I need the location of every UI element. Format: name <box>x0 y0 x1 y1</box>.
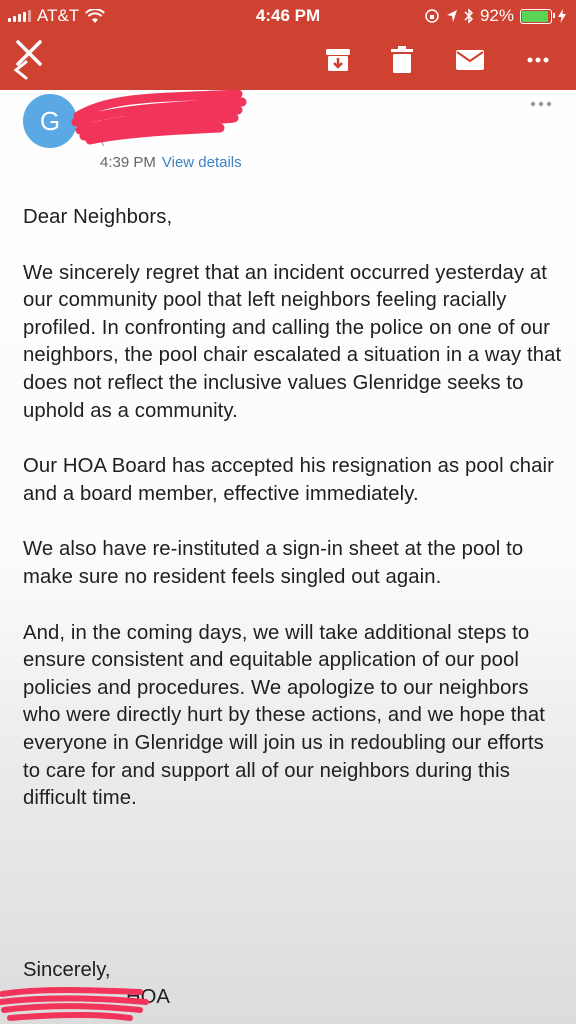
sender-address: ( <box>100 130 105 146</box>
signoff: Sincerely, <box>23 959 111 981</box>
charging-bolt-icon <box>558 9 566 23</box>
signature: HOA <box>126 986 170 1008</box>
bluetooth-icon <box>464 8 474 24</box>
redaction-scribble <box>70 86 250 148</box>
location-icon <box>446 9 458 23</box>
orientation-lock-icon <box>424 8 440 24</box>
message-body <box>23 204 563 841</box>
archive-button[interactable] <box>318 42 358 78</box>
carrier-label: AT&T <box>37 6 80 25</box>
avatar: G <box>23 94 77 148</box>
paragraph: Our HOA Board has accepted his resignation as pool chair and a board member, effective immediately. <box>23 455 554 505</box>
status-right-group <box>424 6 566 26</box>
close-back-icon <box>12 40 48 80</box>
battery-icon <box>520 9 552 24</box>
message-more-icon[interactable] <box>530 100 552 108</box>
back-button[interactable] <box>10 42 50 78</box>
paragraph: And, in the coming days, we will take additional steps to ensure consistent and equitable application of our pool policies and procedures. We apologize to our neighbors who were directly hurt by these actions, and we hope that everyone in Glenridge will join us in redoubling our efforts to care for and support all of our neighbors during this difficult time. <box>23 621 546 810</box>
more-icon <box>526 56 550 64</box>
sent-time-line <box>100 154 242 171</box>
trash-icon <box>390 45 414 75</box>
signature-redaction-scribble <box>0 980 150 1024</box>
paragraph: We sincerely regret that an incident occurred yesterday at our community pool that left neighbors feeling racially profiled. In confronting and calling the police on one of our neighbors, the pool chair escalated a situation in a way that does not reflect the inclusive values Glenridge seeks to uphold as a community. <box>23 261 562 422</box>
sent-time: 4:39 PM <box>100 154 156 171</box>
battery-percent: 92% <box>479 6 514 25</box>
archive-icon <box>324 46 352 74</box>
status-bar <box>0 0 576 32</box>
mail-icon <box>455 48 485 72</box>
paragraph: We also have re-instituted a sign-in sheet at the pool to make sure no resident feels singled out again. <box>23 538 524 588</box>
more-options-button[interactable] <box>518 42 558 78</box>
clock: 4:46 PM <box>255 6 321 25</box>
salutation: Dear Neighbors, <box>23 206 173 228</box>
email-toolbar <box>0 32 576 90</box>
sender-name: HOA <box>196 96 231 113</box>
mark-unread-button[interactable] <box>450 42 490 78</box>
email-header <box>0 90 576 190</box>
view-details-link[interactable]: View details <box>161 154 242 171</box>
delete-button[interactable] <box>382 42 422 78</box>
